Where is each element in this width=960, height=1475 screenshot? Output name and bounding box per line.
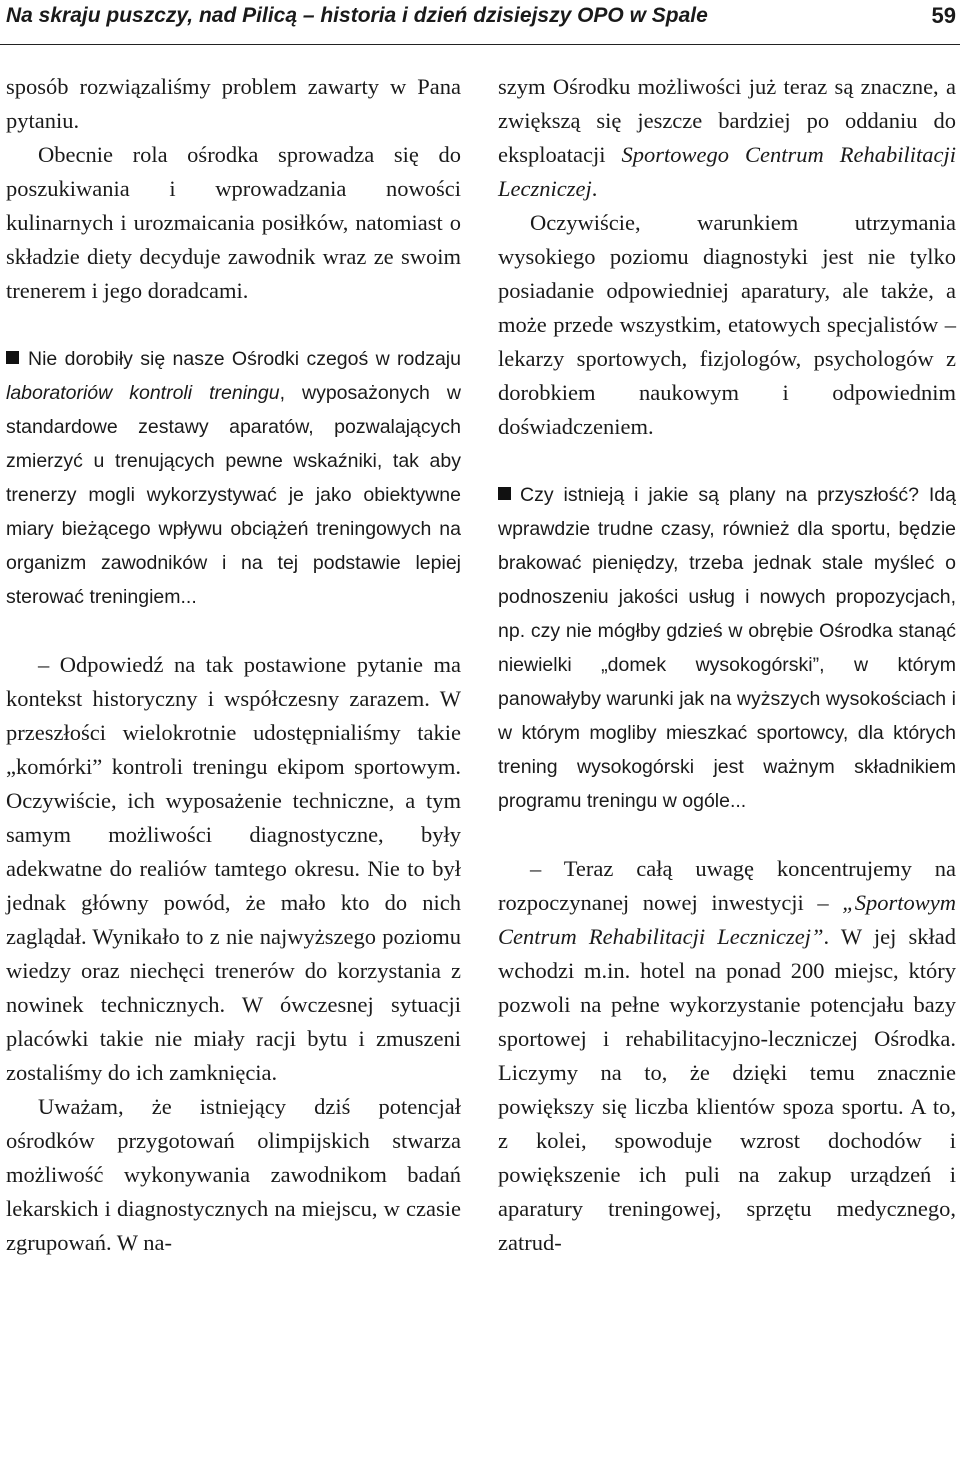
question-text: Nie dorobiły się nasze Ośrodki czegoś w rodzaju (28, 348, 461, 370)
square-bullet-icon (6, 351, 19, 364)
spacer (498, 818, 956, 852)
paragraph-italic: Sportowego Centrum Rehabilitacji Leczniczej (498, 142, 956, 201)
interview-question (6, 342, 461, 614)
left-column (6, 70, 461, 1260)
answer-paragraph (498, 852, 956, 1260)
paragraph: Uważam, że istniejący dziś potencjał ośrodków przygotowań olimpijskich stwarza możliwość wykonywania zawodnikom badań lekarskich i diagnostycznych na miejscu, w czasie zgrupowań. W na- (6, 1094, 461, 1255)
paragraph (498, 70, 956, 206)
paragraph-text: . (591, 176, 598, 201)
page-number: 59 (931, 3, 956, 28)
running-title: Na skraju puszczy, nad Pilicą – historia i dzień dzisiejszy OPO w Spale (6, 4, 708, 27)
spacer (6, 308, 461, 342)
spacer (498, 444, 956, 478)
question-italic: laboratoriów kontroli treningu (6, 382, 280, 404)
paragraph: Oczywiście, warunkiem utrzymania wysokiego poziomu diagnostyki jest nie tylko posiadanie odpowiedniej aparatury, ale także, a może przede wszystkim, etatowych specjalistów – lekarzy sportowych, fizjologów, psychologów z dorobkiem naukowym i odpowiednim doświadczeniem. (498, 210, 956, 439)
paragraph-text: – Teraz całą uwagę koncentrujemy na rozpoczynanej nowej inwestycji – (498, 856, 956, 915)
answer-paragraph: – Odpowiedź na tak postawione pytanie ma kontekst historyczny i współczesny zarazem. W przeszłości wielokrotnie udostępnialiśmy takie „komórki” kontroli treningu ekipom sportowym. Oczywiście, ich wyposażenie techniczne, a tym samym możliwości diagnostyczne, były adekwatne do realiów tamtego okresu. Nie to był jednak główny powód, że mało kto do nich zaglądał. Wynikało to z nie najwyższego poziomu wiedzy oraz niechęci trenerów do korzystania z nowinek technicznych. W ówczesnej sytuacji placówki takie nie miały racji bytu i zmuszeni zostaliśmy do ich zamknięcia. (6, 652, 461, 1085)
square-bullet-icon (498, 487, 511, 500)
paragraph-text: szym Ośrodku możliwości już teraz są znaczne, a zwiększą się jeszcze bardziej po oddaniu do eksploatacji (498, 74, 956, 167)
paragraph-italic: „Sportowym Centrum Rehabilitacji Leczniczej” (498, 890, 956, 949)
paragraph: Obecnie rola ośrodka sprowadza się do poszukiwania i wprowadzania nowości kulinarnych i urozmaicania posiłków, natomiast o składzie diety decyduje zawodnik wraz ze swoim trenerem i jego doradcami. (6, 142, 461, 303)
running-header (0, 0, 960, 45)
right-column (498, 70, 956, 1260)
question-text: , wyposażonych w standardowe zestawy aparatów, pozwalających zmierzyć u trenujących pewne wskaźniki, tak aby trenerzy mogli wykorzystywać je jako obiektywne miary bieżącego wpływu obciążeń treningowych na organizm zawodników i na tej podstawie lepiej sterować treningiem... (6, 382, 461, 608)
interview-question (498, 478, 956, 818)
paragraph-text: . W jej skład wchodzi m.in. hotel na ponad 200 miejsc, który pozwoli na pełne wykorzystanie potencjału bazy sportowej i rehabilitacyjno-leczniczej Ośrodka. Liczymy na to, że dzięki temu znacznie powiększy się liczba klientów spoza sportu. A to, z kolei, spowoduje wzrost dochodów i powiększenie ich puli na zakup urządzeń i aparatury treningowej, sprzętu medycznego, zatrud- (498, 924, 956, 1255)
paragraph: sposób rozwiązaliśmy problem zawarty w Pana pytaniu. (6, 74, 461, 133)
question-text: Czy istnieją i jakie są plany na przyszłość? Idą wprawdzie trudne czasy, również dla sportu, będzie brakować pieniędzy, trzeba jednak stale myśleć o podnoszeniu jakości usług i nowych propozycjach, np. czy nie mógłby gdzieś w obrębie Ośrodka stanąć niewielki „domek wysokogórski”, w którym panowałyby warunki jak na wyższych wysokościach i w którym mogliby mieszkać sportowcy, dla których trening wysokogórski jest ważnym składnikiem programu treningu w ogóle... (498, 484, 956, 812)
spacer (6, 614, 461, 648)
